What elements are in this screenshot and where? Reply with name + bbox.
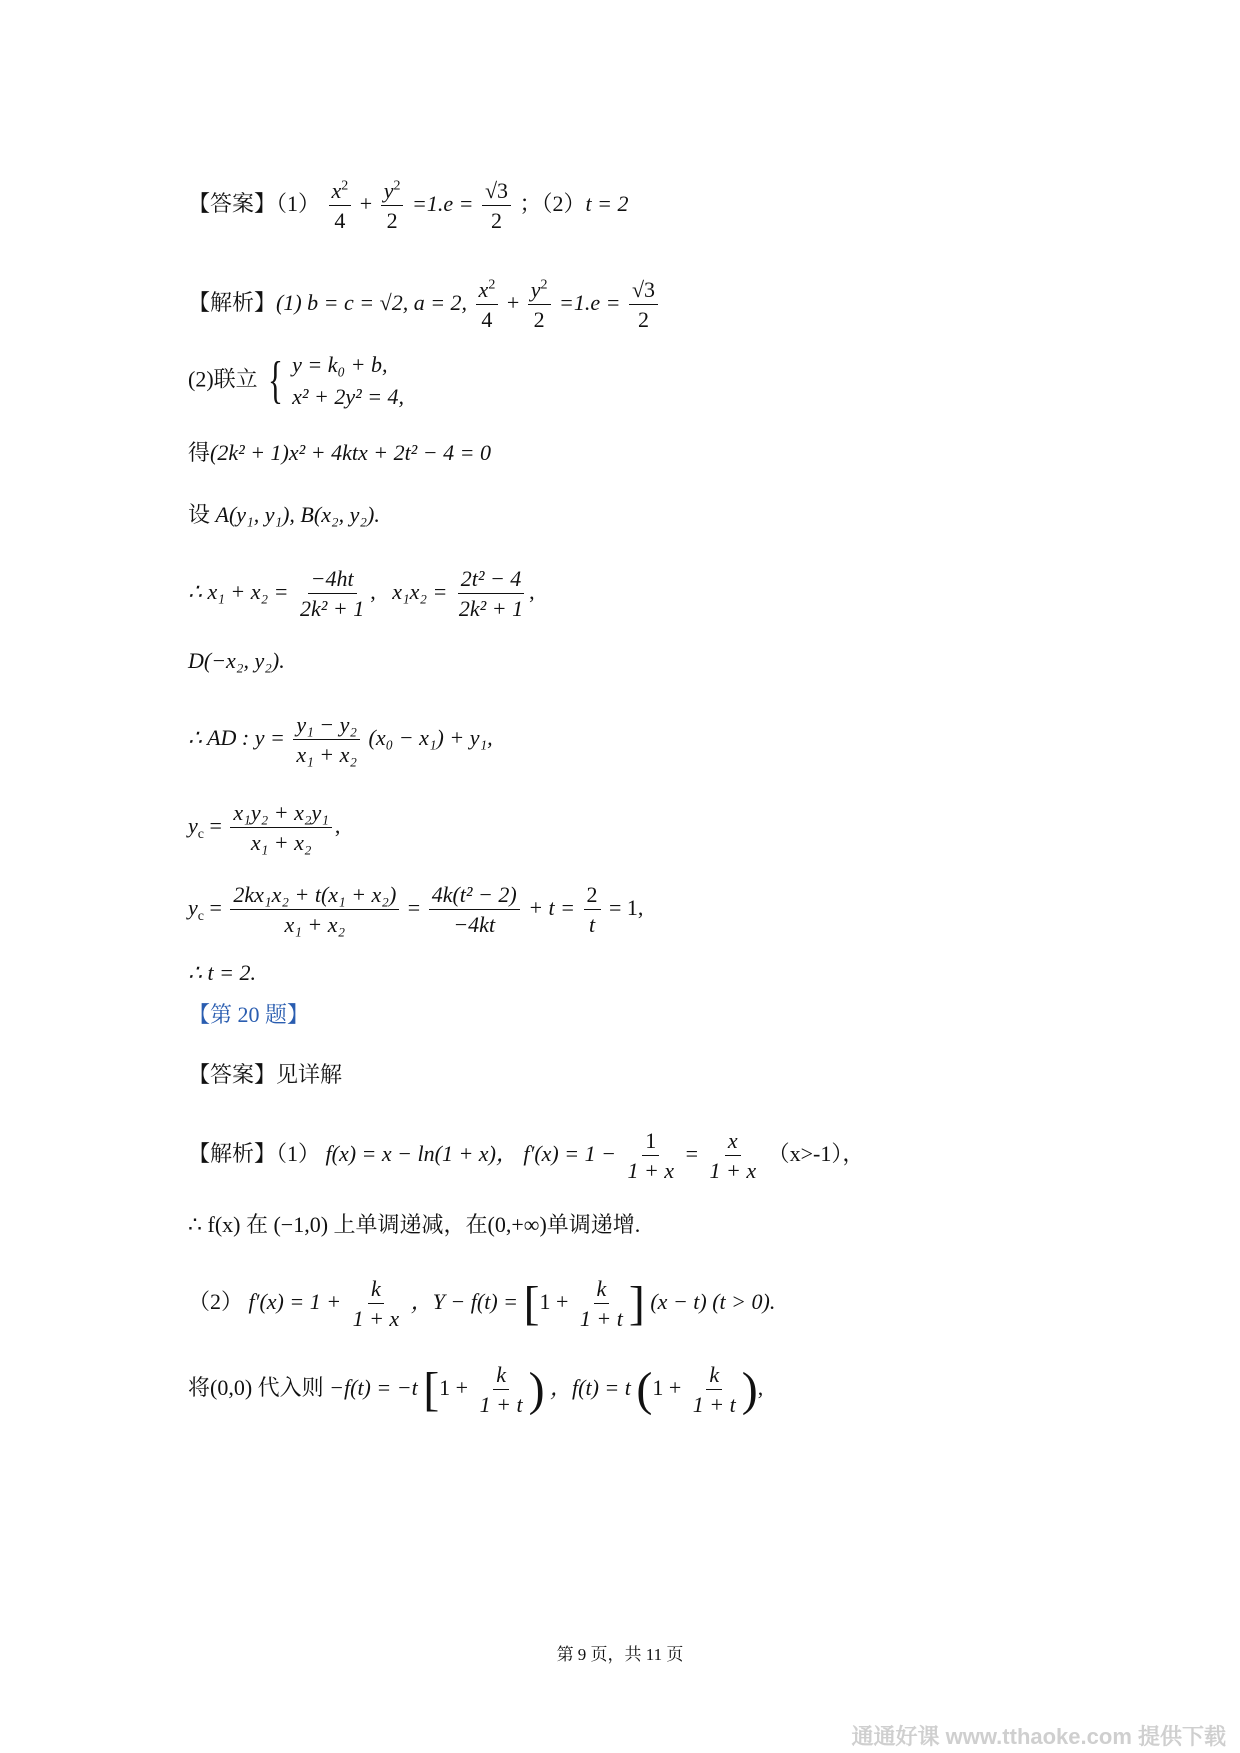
fraction-sqrt3-over-2: $\frac{√3}{2}$ [482,178,511,234]
question-20-heading: 【第 20 题】 [188,1002,310,1027]
answer-label: 【答案】 [188,190,277,216]
analysis-label: 【解析】 [188,289,277,315]
system-of-equations: (2)联立 { y = k₀ + b, x² + 2y² = 4, [188,352,405,410]
answer-line: 【答案】（1） $\frac{x^2}{4}$ + $\frac{y^2}{2}$ =1.e = $\frac{√3}{2}$ ；（2）t = 2 [188,178,629,234]
tangent-line: （2） f′(x) = 1 + $\frac{k}{1 + x}$ ，Y − f(t) = [1 + $\frac{k}{1 + t}$ ] (x − t) (t > 0). [188,1276,776,1332]
yc-line-2: $y_c$ = $\frac{\text{2kx₁x₂ + t(x₁ + x₂)}}{\text{x₁ + x₂}}$ = $\frac{\text{4k(t² − 2)}}{-4kt}$ + t = $\frac{2}{t}$ = 1, [188,882,644,938]
q20-analysis-line: 【解析】（1） f(x) = x − ln(1 + x)， f′(x) = 1 − $\frac{1}{1 + x}$ = $\frac{x}{1 + x}$ （x>-1）， [188,1128,865,1184]
points-line: 设 A(y₁, y₁), B(x₂, y₂). [188,502,380,527]
point-d-line: D(−x₂, y₂). [188,648,285,673]
fraction-y2-over-2: $\frac{y^2}{2}$ [381,178,404,234]
part-marker: （1） [276,190,321,216]
vieta-line: ∴ x₁ + x₂ = $\frac{-4ht}{\text{2k² + 1}}$ , x₁x₂ = $\frac{\text{2t² − 4}}{\text{2k² + 1}}$ , [188,566,535,622]
q20-answer-line: 【答案】见详解 [188,1062,343,1087]
yc-line-1: $y_c$ = $\frac{\text{x₁y₂ + x₂y₁}}{\text{x₁ + x₂}}$ , [188,800,341,856]
substitution-line: 将(0,0) 代入则 −f(t) = −t [1 + $\frac{k}{1 + t}$ ) ，f(t) = t (1 + $\frac{k}{1 + t}$ ), [188,1362,764,1418]
analysis-part1: 【解析】(1) b = c = √2, a = 2, $\frac{x^2}{4}$ + $\frac{y^2}{2}$ =1.e = $\frac{√3}{2}$ [188,277,661,333]
line-ad: ∴ AD : y = $\frac{\text{y₁ − y₂}}{\text{x₁ + x₂}}$ (x₀ − x₁) + y₁, [188,712,493,768]
quadratic-line: 得(2k² + 1)x² + 4ktx + 2t² − 4 = 0 [188,440,491,465]
page-footer: 第 9 页，共 11 页 [556,1645,684,1664]
fraction-x2-over-4: $\frac{x^2}{4}$ [329,178,352,234]
answer-part2: t = 2 [585,190,629,216]
watermark: 通通好课 www.tthaoke.com 提供下载 [851,1724,1226,1749]
conclusion-line: ∴ t = 2. [188,960,256,985]
monotonicity-line: ∴ f(x) 在 (−1,0) 上单调递减，在(0,+∞)单调递增. [188,1212,641,1237]
